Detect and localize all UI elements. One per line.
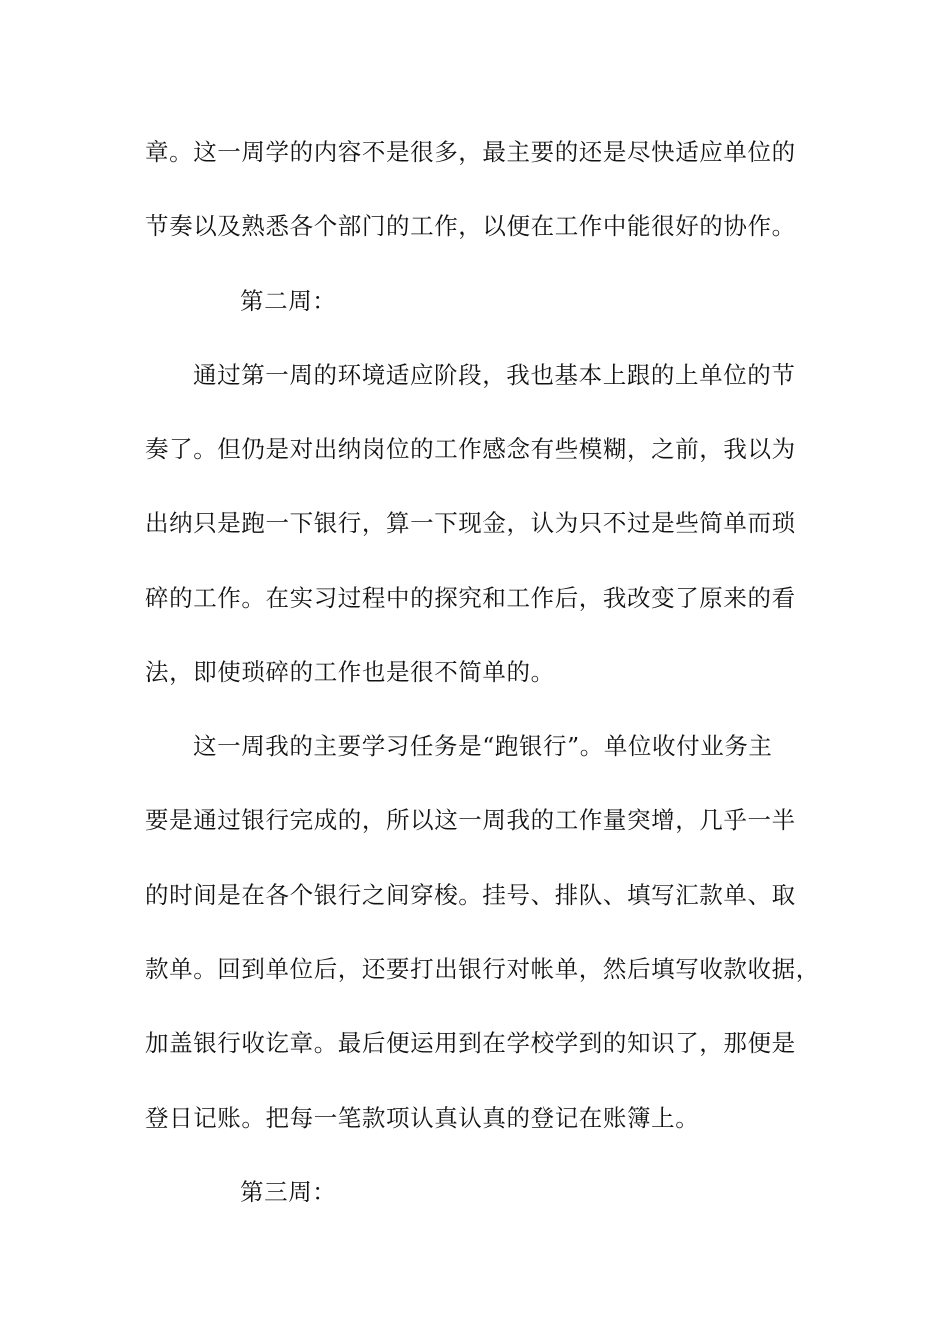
text-line: 奏了。但仍是对出纳岗位的工作感念有些模糊，之前，我以为 <box>145 435 796 463</box>
text-line: 碎的工作。在实习过程中的探究和工作后，我改变了原来的看 <box>145 584 796 612</box>
text-line: 的时间是在各个银行之间穿梭。挂号、排队、填写汇款单、取 <box>145 881 796 909</box>
text-line: 加盖银行收讫章。最后便运用到在学校学到的知识了，那便是 <box>145 1029 796 1057</box>
text-line: 节奏以及熟悉各个部门的工作，以便在工作中能很好的协作。 <box>145 212 796 240</box>
text-line: 这一周我的主要学习任务是“跑银行”。单位收付业务主 <box>193 732 773 760</box>
text-line: 法，即使琐碎的工作也是很不简单的。 <box>145 658 555 686</box>
text-line: 章。这一周学的内容不是很多，最主要的还是尽快适应单位的 <box>145 138 796 166</box>
text-line: 出纳只是跑一下银行，算一下现金，认为只不过是些简单而琐 <box>145 509 796 537</box>
section-heading-week-2: 第二周： <box>240 287 337 315</box>
text-line: 要是通过银行完成的，所以这一周我的工作量突增，几乎一半 <box>145 806 796 834</box>
text-line: 款单。回到单位后，还要打出银行对帐单，然后填写收款收据， <box>145 955 820 983</box>
text-line: 通过第一周的环境适应阶段，我也基本上跟的上单位的节 <box>193 361 796 389</box>
text-line: 登日记账。把每一笔款项认真认真的登记在账簿上。 <box>145 1104 700 1132</box>
section-heading-week-3: 第三周： <box>240 1178 337 1206</box>
